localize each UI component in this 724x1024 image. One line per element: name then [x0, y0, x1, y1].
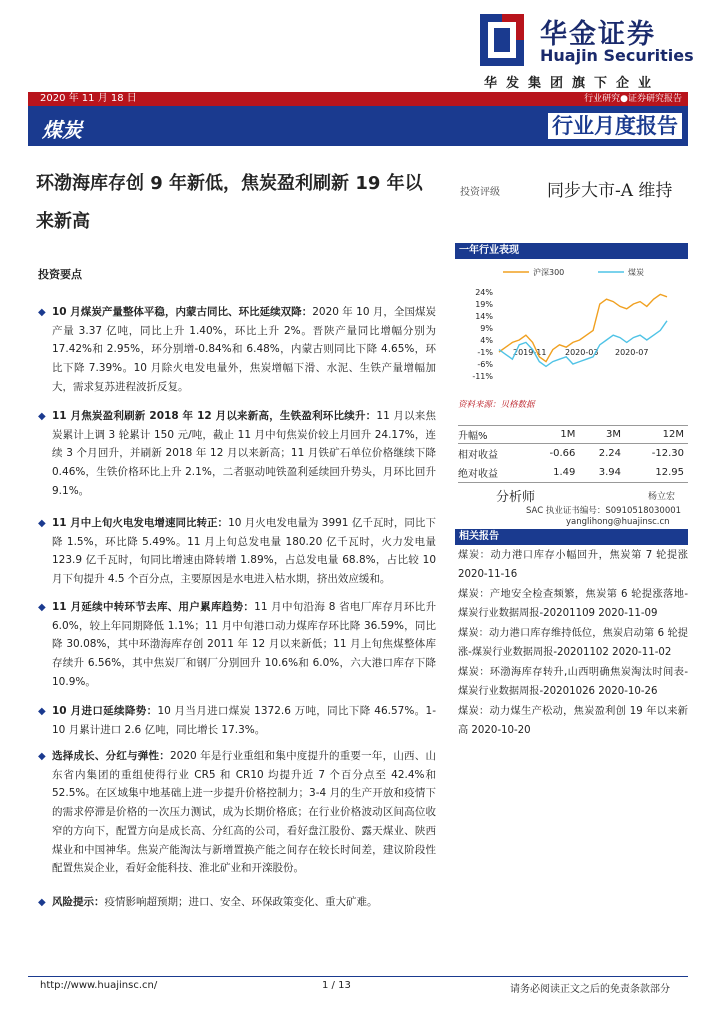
related-report-link[interactable]: 煤炭：产地安全检查频繁，焦炭第 6 轮提涨落地-煤炭行业数据周报-20201109 2020-11-09	[458, 589, 688, 619]
rating-value: 同步大市-A 维持	[547, 181, 673, 201]
sector-bar	[28, 106, 688, 146]
perf-heading: 一年行业表现	[455, 243, 688, 259]
bullet-head: 11 月延续中转环节去库、用户累库趋势：	[52, 601, 255, 613]
bullet-item	[38, 598, 436, 692]
diamond-icon: ◆	[38, 602, 46, 613]
table-cell: 绝对收益	[458, 463, 527, 483]
bullet-body: 2020 年是行业重组和集中度提升的重要一年，山西、山东省内集团的重组使得行业 CR5 和 CR10 均提升近 7 个百分点至 42.4%和 52.5%。在区域集中地基础上进一步提升价格控制力；3-4 月的生产开放和疫情下的需求停滞是价格的一次压力测试，成为长期价格底；在行业价格波动区间高位收窄的方向下，配置方向是成长高、分红高的公司，看好盘江股份、露天煤业、陕西煤业和中国神华。焦炭产能淘汰与新增置换产能之间存在较长时间差，建议阶段性配置焦炭企业，看好金能科技、淮北矿业和开滦股份。	[52, 750, 437, 875]
section-heading: 投资要点	[38, 268, 82, 281]
performance-table	[458, 425, 688, 483]
diamond-icon: ◆	[38, 307, 46, 318]
related-reports-list	[458, 547, 688, 742]
x-tick-label: 2020-03	[565, 348, 599, 357]
bullet-item	[38, 702, 436, 739]
table-cell: 1.49	[527, 463, 579, 483]
analyst-email[interactable]: yanglihong@huajinsc.cn	[566, 517, 670, 527]
bullet-head: 选择成长、分红与弹性：	[52, 750, 170, 762]
y-tick-label: 4%	[480, 336, 493, 345]
bullet-item	[38, 893, 436, 912]
y-tick-label: -6%	[477, 360, 493, 369]
bullet-item	[38, 303, 436, 397]
table-cell: 12.95	[625, 463, 688, 483]
bullet-body: 10 月火电发电量为 3991 亿千瓦时，同比下降 1.5%，环比降 5.49%。11 月上旬总发电量 180.20 亿千瓦时，火力发电量 123.9 亿千瓦时，旬同比增速由降转增 1.89%，占总发电量 68.8%，占比较 10 月下旬提升 4.5 个百分点，主要原因是水电进入枯水期，挤出效应缓和。	[52, 517, 436, 586]
table-row	[458, 444, 688, 464]
y-tick-label: 14%	[475, 312, 493, 321]
table-cell: 3.94	[579, 463, 625, 483]
table-header-cell: 升幅%	[458, 426, 527, 444]
table-header-cell: 12M	[625, 426, 688, 444]
legend-label: 沪深300	[533, 268, 565, 277]
bullet-head: 11 月焦炭盈利刷新 2018 年 12 月以来新高，生铁盈利环比续升：	[52, 410, 377, 422]
footer-divider	[28, 976, 688, 977]
rating-label: 投资评级	[460, 187, 500, 198]
report-date: 2020 年 11 月 18 日	[40, 93, 137, 104]
bullet-head: 10 月煤炭产量整体平稳，内蒙古同比、环比延续双降：	[52, 306, 313, 318]
diamond-icon: ◆	[38, 706, 46, 717]
logo-english: Huajin Securities	[540, 46, 694, 65]
y-tick-label: 19%	[475, 300, 493, 309]
series-line	[499, 321, 667, 367]
table-cell: 相对收益	[458, 450, 498, 461]
y-tick-label: -1%	[477, 348, 493, 357]
analyst-label: 分析师	[496, 490, 536, 505]
table-header-cell: 3M	[579, 426, 625, 444]
data-source: 资料来源：贝格数据	[458, 400, 535, 410]
bullet-body: 疫情影响超预期；进口、安全、环保政策变化、重大矿难。	[104, 896, 378, 908]
related-report-link[interactable]: 煤炭：环渤海库存转升,山西明确焦炭淘汰时间表-煤炭行业数据周报-20201026 2020-10-26	[458, 667, 688, 697]
report-title: 环渤海库存创 9 年新低，焦炭盈利刷新 19 年以来新高	[36, 173, 423, 232]
table-cell: -12.30	[651, 448, 684, 459]
legend-label: 煤炭	[628, 268, 644, 277]
bullet-body: 10 月当月进口煤炭 1372.6 万吨，同比下降 46.57%。1-10 月累计进口 2.6 亿吨，同比增长 17.3%。	[52, 705, 436, 736]
footer-url[interactable]: http://www.huajinsc.cn/	[40, 980, 158, 991]
bullet-head: 11 月中上旬火电发电增速同比转正：	[52, 517, 229, 529]
logo-chinese: 华金证券	[540, 19, 656, 50]
bullet-item	[38, 747, 436, 878]
related-report-link[interactable]: 煤炭：动力港口库存维持低位，焦炭启动第 6 轮提涨-煤炭行业数据周报-20201102 2020-11-02	[458, 628, 688, 658]
footer-disclaimer: 请务必阅读正文之后的免责条款部分	[510, 984, 670, 995]
x-tick-label: 2019-11	[513, 348, 547, 357]
huajin-logo-mark	[480, 14, 524, 66]
related-report-link[interactable]: 煤炭：动力煤生产松动，焦炭盈利创 19 年以来新高 2020-10-20	[458, 706, 688, 736]
bullet-body: 11 月中旬沿海 8 省电厂库存月环比升 6.0%，较上年同期降低 1.1%；11 月中旬港口动力煤库存环比降 36.59%，同比降 30.08%，其中环渤海库存创 2011 年 12 月以来新低；11 月上旬焦煤整体库存续升 6.56%，其中焦炭厂和钢厂分别回升 10.6%和 6.0%，六大港口库存下降 10.9%。	[52, 601, 436, 688]
analyst-name: 杨立宏	[648, 492, 676, 502]
bullet-head: 风险提示：	[52, 896, 105, 908]
related-report-link[interactable]: 煤炭：动力港口库存小幅回升，焦炭第 7 轮提涨 2020-11-16	[458, 550, 688, 580]
table-row	[458, 463, 688, 483]
bullet-body: 2020 年 10 月，全国煤炭产量 3.37 亿吨，同比上升 1.40%，环比上升 2%。晋陕产量同比增幅分别为 17.42%和 2.95%，环分别增-0.84%和 6.48%，内蒙古则同比下降 4.65%，环比下降 7.39%。10 月除火电发电量外，焦炭增幅下滑、水泥、生铁产量增幅加大，需求复苏进程波折反复。	[52, 306, 436, 393]
bullet-body: 11 月以来焦炭累计上调 3 轮累计 150 元/吨，截止 11 月中旬焦炭价较上月回升 24.17%，连续 3 个月回升，并刷新 2018 年 12 月以来新高；11 月铁矿石单位价格继续下降 0.46%，生铁价格环比上升 2.1%，二者驱动吨铁盈利延续回升势头，月环比回升 9.1%。	[52, 410, 436, 497]
y-tick-label: 24%	[475, 288, 493, 297]
table-cell: -0.66	[549, 448, 576, 459]
sector-name: 煤炭	[42, 118, 82, 142]
table-cell: 2.24	[598, 448, 621, 459]
diamond-icon: ◆	[38, 411, 46, 422]
page-number: 1 / 13	[322, 980, 351, 991]
industry-performance-chart	[455, 262, 688, 392]
table-header-row	[458, 426, 688, 444]
analyst-sac-number: SAC 执业证书编号：S0910518030001	[526, 506, 682, 516]
date-bar	[28, 92, 688, 106]
diamond-icon: ◆	[38, 518, 46, 529]
y-tick-label: -11%	[472, 372, 493, 381]
report-kind: 行业研究●证券研究报告	[584, 94, 682, 104]
slogan: 华发集团旗下企业	[484, 76, 661, 91]
diamond-icon: ◆	[38, 751, 46, 762]
table-header-cell: 1M	[527, 426, 579, 444]
report-type: 行业月度报告	[548, 113, 682, 139]
bullet-item	[38, 407, 436, 501]
y-tick-label: 9%	[480, 324, 493, 333]
bullet-head: 10 月进口延续降势：	[52, 705, 158, 717]
bullet-item	[38, 514, 436, 589]
x-tick-label: 2020-07	[615, 348, 649, 357]
related-heading: 相关报告	[455, 529, 688, 545]
diamond-icon: ◆	[38, 897, 46, 908]
